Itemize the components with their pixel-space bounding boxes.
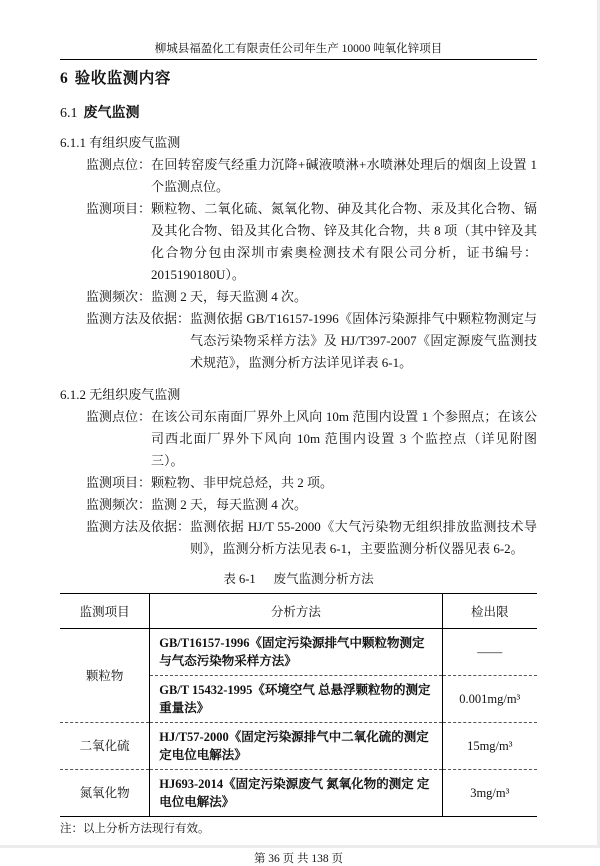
paragraph-text: 颗粒物、非甲烷总烃，共 2 项。 bbox=[151, 475, 334, 490]
running-header bbox=[60, 0, 537, 60]
column-header-limit: 检出限 bbox=[442, 594, 537, 629]
paragraph-monitoring-projects bbox=[60, 472, 537, 494]
paragraph-label: 监测点位： bbox=[86, 409, 152, 424]
paragraph-label: 监测点位： bbox=[86, 157, 152, 172]
organized-monitoring-items bbox=[60, 154, 537, 374]
paragraph-text: 监测依据 GB/T16157-1996《固体污染源排气中颗粒物测定与气态污染物采样方法》及 HJ/T397-2007《固定源废气监测技术规范》，监测分析方法详见详表 6-1。 bbox=[190, 311, 537, 370]
table-row bbox=[60, 723, 537, 770]
table-caption-number: 表 6-1 bbox=[223, 572, 256, 586]
section-heading bbox=[60, 102, 537, 122]
cell-method: HJ693-2014《固定污染源废气 氮氧化物的测定 定电位电解法》 bbox=[150, 770, 442, 817]
subsection-heading-organized: 6.1.1 有组织废气监测 bbox=[60, 135, 181, 150]
column-header-item: 监测项目 bbox=[60, 594, 150, 629]
table-row bbox=[60, 770, 537, 817]
paragraph-monitoring-points bbox=[60, 154, 537, 198]
cell-item-so2: 二氧化硫 bbox=[60, 723, 150, 770]
running-header-title: 柳城县福盈化工有限责任公司年生产 10000 吨氧化锌项目 bbox=[154, 43, 443, 55]
paragraph-monitoring-method bbox=[60, 516, 537, 560]
paragraph-monitoring-points bbox=[60, 406, 537, 472]
analysis-method-table bbox=[60, 593, 537, 817]
paragraph-monitoring-projects bbox=[60, 198, 537, 286]
paragraph-monitoring-frequency bbox=[60, 286, 537, 308]
cell-method: GB/T16157-1996《固定污染源排气中颗粒物测定与气态污染物采样方法》 bbox=[150, 629, 442, 676]
cell-item-nox: 氮氧化物 bbox=[60, 770, 150, 817]
column-header-method: 分析方法 bbox=[150, 594, 442, 629]
paragraph-text: 监测依据 HJ/T 55-2000《大气污染物无组织排放监测技术导则》，监测分析方法见表 6-1，主要监测分析仪器见表 6-2。 bbox=[190, 519, 537, 556]
paragraph-text: 在该公司东南面厂界外上风向 10m 范围内设置 1 个参照点；在该公司西北面厂界外下风向 10m 范围内设置 3 个监控点（详见附图三）。 bbox=[151, 409, 537, 468]
paragraph-label: 监测方法及依据： bbox=[86, 519, 191, 534]
cell-limit: 0.001mg/m³ bbox=[442, 676, 537, 723]
paragraph-label: 监测频次： bbox=[86, 497, 152, 512]
page-number-footer: 第 36 页 共 138 页 bbox=[253, 853, 344, 865]
section-title: 废气监测 bbox=[83, 104, 140, 120]
paragraph-label: 监测项目： bbox=[86, 201, 152, 216]
paragraph-text: 监测 2 天，每天监测 4 次。 bbox=[151, 289, 308, 304]
table-header-row bbox=[60, 594, 537, 629]
paragraph-label: 监测频次： bbox=[86, 289, 152, 304]
cell-method: GB/T 15432-1995《环境空气 总悬浮颗粒物的测定 重量法》 bbox=[150, 676, 442, 723]
table-caption bbox=[60, 569, 537, 587]
chapter-heading bbox=[60, 66, 537, 88]
table-row bbox=[60, 629, 537, 676]
unorganized-monitoring-items bbox=[60, 406, 537, 560]
cell-method: HJ/T57-2000《固定污染源排气中二氧化硫的测定 定电位电解法》 bbox=[150, 723, 442, 770]
table-caption-title: 废气监测分析方法 bbox=[273, 572, 374, 586]
cell-limit: —— bbox=[477, 645, 503, 659]
section-number: 6.1 bbox=[60, 106, 78, 121]
cell-limit: 15mg/m³ bbox=[442, 723, 537, 770]
subsection-heading-unorganized: 6.1.2 无组织废气监测 bbox=[60, 387, 181, 402]
chapter-number: 6 bbox=[60, 70, 68, 87]
paragraph-text: 颗粒物、二氧化硫、氮氧化物、砷及其化合物、汞及其化合物、镉及其化合物、铅及其化合物、锌及其化合物，共 8 项（其中锌及其化合物分包由深圳市索奥检测技术有限公司分析，证书编号：2015190180U）。 bbox=[151, 201, 537, 282]
cell-limit: 3mg/m³ bbox=[442, 770, 537, 817]
table-note: 注：以上分析方法现行有效。 bbox=[60, 823, 210, 835]
paragraph-text: 在回转窑废气经重力沉降+碱液喷淋+水喷淋处理后的烟囱上设置 1 个监测点位。 bbox=[151, 157, 537, 194]
cell-item-particulate: 颗粒物 bbox=[60, 629, 150, 723]
paragraph-monitoring-method bbox=[60, 308, 537, 374]
paragraph-label: 监测方法及依据： bbox=[86, 311, 191, 326]
paragraph-label: 监测项目： bbox=[86, 475, 152, 490]
paragraph-monitoring-frequency bbox=[60, 494, 537, 516]
chapter-title: 验收监测内容 bbox=[74, 70, 171, 87]
paragraph-text: 监测 2 天，每天监测 4 次。 bbox=[151, 497, 308, 512]
